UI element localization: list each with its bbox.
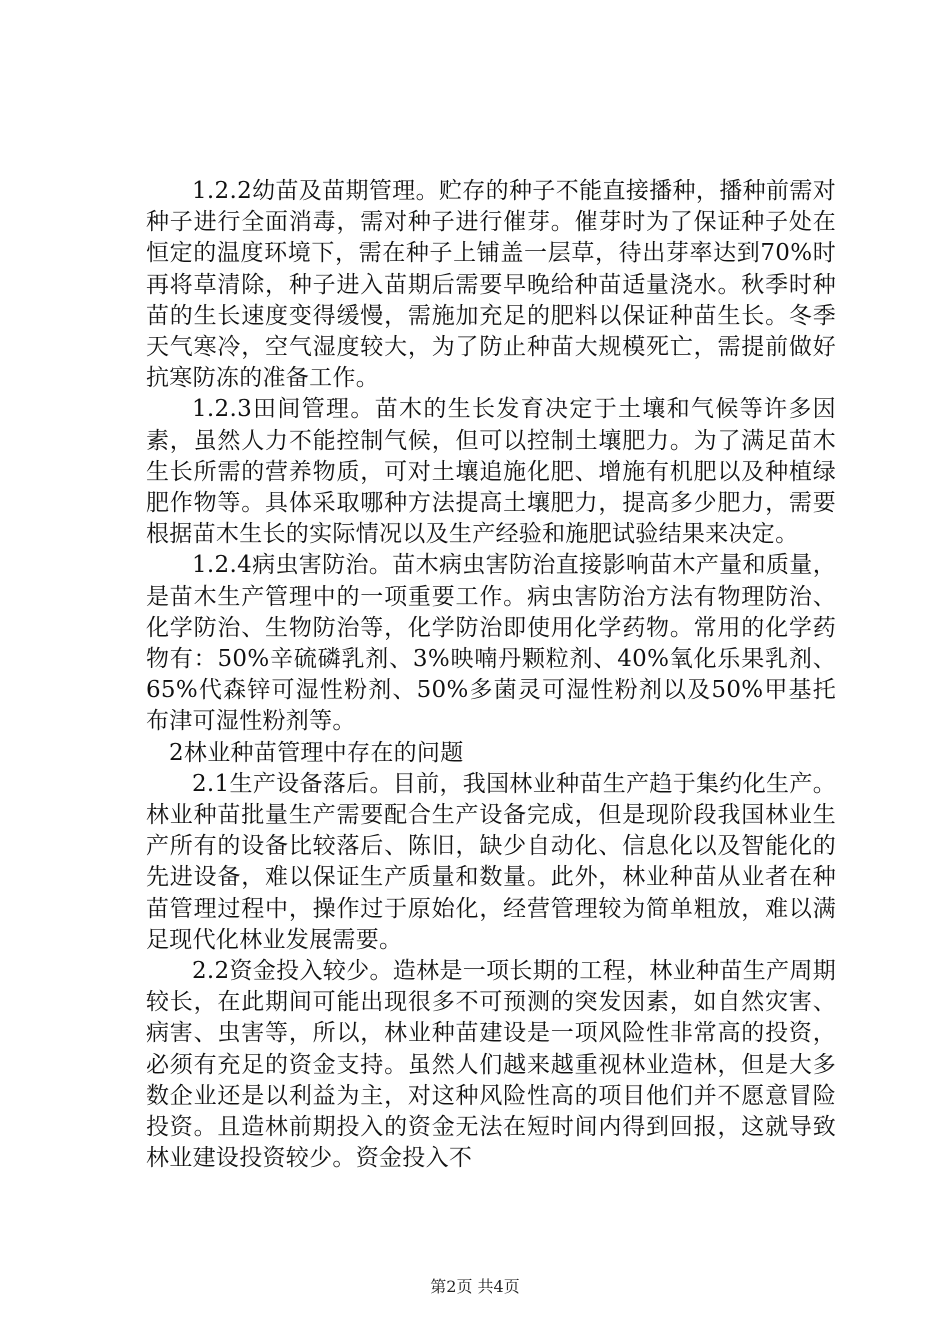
paragraph-funding: 2.2资金投入较少。造林是一项长期的工程，林业种苗生产周期较长，在此期间可能出现很多不可预测的突发因素，如自然灾害、病害、虫害等，所以，林业种苗建设是一项风险性非常高的投资，必须有充足的资金支持。虽然人们越来越重视林业造林，但是大多数企业还是以利益为主，对这种风险性高的项目他们并不愿意冒险投资。且造林前期投入的资金无法在短时间内得到回报，这就导致林业建设投资较少。资金投入不 [146,958,836,1172]
document-body [146,176,836,1175]
paragraph-pest-control: 1.2.4病虫害防治。苗木病虫害防治直接影响苗木产量和质量，是苗木生产管理中的一项重要工作。病虫害防治方法有物理防治、化学防治、生物防治等，化学防治即使用化学药物。常用的化学药物有：50%辛硫磷乳剂、3%映喃丹颗粒剂、40%氧化乐果乳剂、65%代森锌可湿性粉剂、50%多菌灵可湿性粉剂以及50%甲基托布津可湿性粉剂等。 [146,552,836,735]
section-heading: 2林业种苗管理中存在的问题 [169,739,464,766]
paragraph-field-management: 1.2.3田间管理。苗木的生长发育决定于土壤和气候等许多因素，虽然人力不能控制气候，但可以控制土壤肥力。为了满足苗木生长所需的营养物质，可对土壤追施化肥、增施有机肥以及种植绿肥作物等。具体采取哪种方法提高土壤肥力，提高多少肥力，需要根据苗木生长的实际情况以及生产经验和施肥试验结果来决定。 [146,396,836,548]
paragraph-seedling-management: 1.2.2幼苗及苗期管理。贮存的种子不能直接播种，播种前需对种子进行全面消毒，需对种子进行催芽。催芽时为了保证种子处在恒定的温度环境下，需在种子上铺盖一层草，待出芽率达到70%时再将草清除，种子进入苗期后需要早晚给种苗适量浇水。秋季时种苗的生长速度变得缓慢，需施加充足的肥料以保证种苗生长。冬季天气寒冷，空气湿度较大，为了防止种苗大规模死亡，需提前做好抗寒防冻的准备工作。 [146,178,836,392]
paragraph-equipment: 2.1生产设备落后。目前，我国林业种苗生产趋于集约化生产。林业种苗批量生产需要配合生产设备完成，但是现阶段我国林业生产所有的设备比较落后、陈旧，缺少自动化、信息化以及智能化的先进设备，难以保证生产质量和数量。此外，林业种苗从业者在种苗管理过程中，操作过于原始化，经营管理较为简单粗放，难以满足现代化林业发展需要。 [146,770,836,953]
page-footer: 第2页 共4页 [430,1277,520,1296]
